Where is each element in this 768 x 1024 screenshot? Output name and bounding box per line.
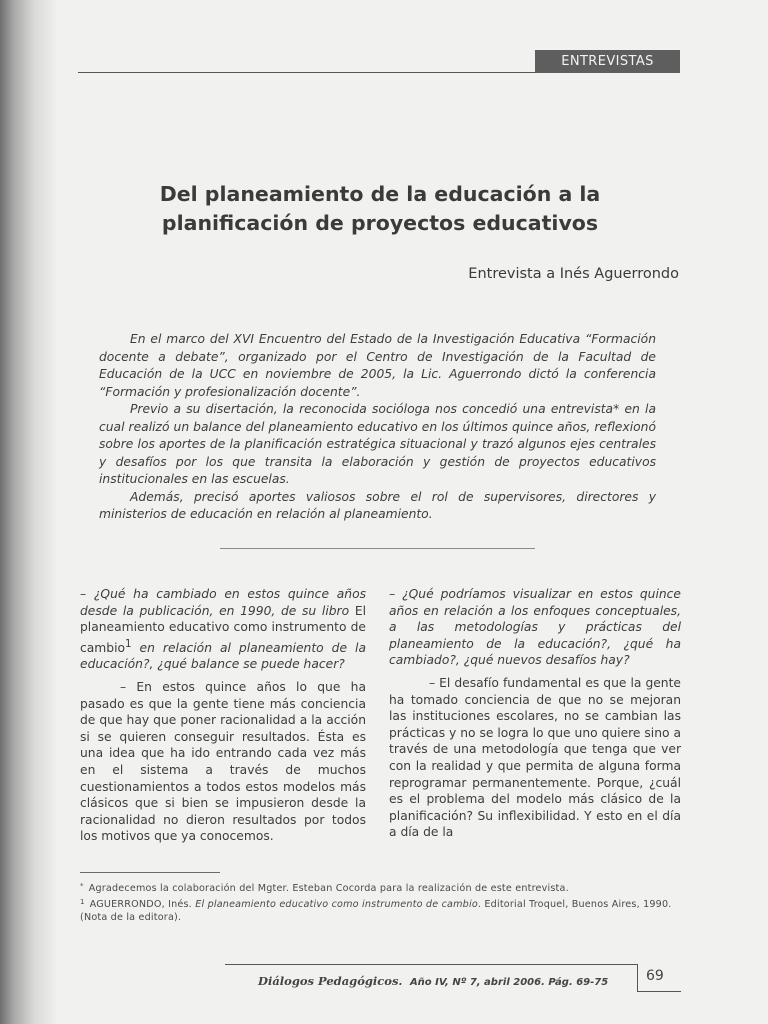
intro-paragraph-3: Además, precisó aportes valiosos sobre el rol de supervisores, directores y ministerios de educación en relación al planeamiento. (99, 489, 656, 521)
footer-citation (258, 974, 608, 988)
section-tab: ENTREVISTAS (535, 50, 680, 73)
section-divider (220, 548, 535, 549)
article-subtitle: Entrevista a Inés Aguerrondo (468, 266, 679, 282)
question-1-part-a: – ¿Qué ha cambiado en estos quince años desde la publicación, en 1990, de su libro (80, 587, 366, 618)
footnote-1-text: Agradecemos la colaboración del Mgter. Esteban Cocorda para la realización de este entrevista. (88, 883, 569, 894)
footnote-ref-1: 1 (125, 637, 132, 650)
article-title (80, 180, 680, 238)
footnote-2-mark: 1 (80, 897, 85, 906)
left-column (80, 586, 366, 851)
footnote-2-author: AGUERRONDO, Inés. (89, 898, 196, 910)
title-line-2: planificación de proyectos educativos (161, 211, 599, 235)
question-2: – ¿Qué podríamos visualizar en estos quince años en relación a los enfoques conceptuales, a las metodologías y prácticas del planeamiento de la educación?, ¿qué ha cambiado?, ¿qué nuevos desafíos hay? (389, 587, 681, 668)
footer-rule (225, 964, 638, 965)
page-box-bottom (637, 991, 681, 992)
page-spine-shadow (0, 0, 58, 1024)
footnotes (80, 880, 681, 925)
question-1 (80, 586, 366, 673)
issue-info: Año IV, Nº 7, abril 2006. Pág. 69-75 (409, 977, 609, 988)
footnote-1-mark: * (80, 882, 84, 890)
footnote-1 (80, 880, 681, 896)
title-line-1: Del planeamiento de la educación a la (159, 182, 601, 206)
answer-2: – El desafío fundamental es que la gente ha tomado conciencia de que no se mejoran las instituciones escolares, no se cambian las prácticas y no se logra lo que uno quiere sino a través de una metodología que tenga que ver con la realidad y que permita de alguna forma reprogramar permanentemente. Porque, ¿cuál es el problema del modelo más clásico de la planificación? Su inflexibilidad. Y esto en el día a día de la (389, 675, 681, 840)
intro-paragraph-2: Previo a su disertación, la reconocida socióloga nos concedió una entrevista* en la cual realizó un balance del planeamiento educativo en los últimos quince años, reflexionó sobre los aportes de la planificación estratégica situacional y trazó algunos ejes centrales y desafíos por los que transita la elaboración y gestión de proyectos educativos institucionales en las escuelas. (99, 402, 656, 486)
footnote-2-book: El planeamiento educativo como instrumento de cambio (195, 898, 478, 910)
journal-name: Diálogos Pedagógicos. (258, 974, 403, 988)
question-1-part-b: en relación al planeamiento de la educación?, ¿qué balance se puede hacer? (80, 640, 366, 672)
right-column (389, 586, 681, 847)
footnote-2 (80, 896, 681, 925)
answer-1: – En estos quince años lo que ha pasado es que la gente tiene más conciencia de que hay que poner racionalidad a la acción si se quieren conseguir resultados. Ésta es una idea que ha ido entrando cada vez más en el sistema a través de muchos cuestionamientos a todos estos modelos más clásicos que si bien se impusieron desde la racionalidad no dieron resultados por todos los motivos que ya conocemos. (80, 680, 366, 844)
footnote-rule (80, 872, 220, 873)
page-number: 69 (646, 968, 664, 984)
footnote-2-rest: . Editorial Troquel, Buenos Aires, 1990. (Nota de la editora). (80, 898, 672, 923)
intro-block (99, 331, 656, 524)
intro-paragraph-1: En el marco del XVI Encuentro del Estado de la Investigación Educativa “Formación docente a debate”, organizado por el Centro de Investigación de la Facultad de Educación de la UCC en noviembre de 2005, la Lic. Aguerrondo dictó la conferencia “Formación y profesionalización docente”. (99, 332, 656, 399)
question-1-book: El planeamiento educativo como instrumento de cambio (80, 603, 366, 655)
page-box-side (637, 964, 638, 992)
